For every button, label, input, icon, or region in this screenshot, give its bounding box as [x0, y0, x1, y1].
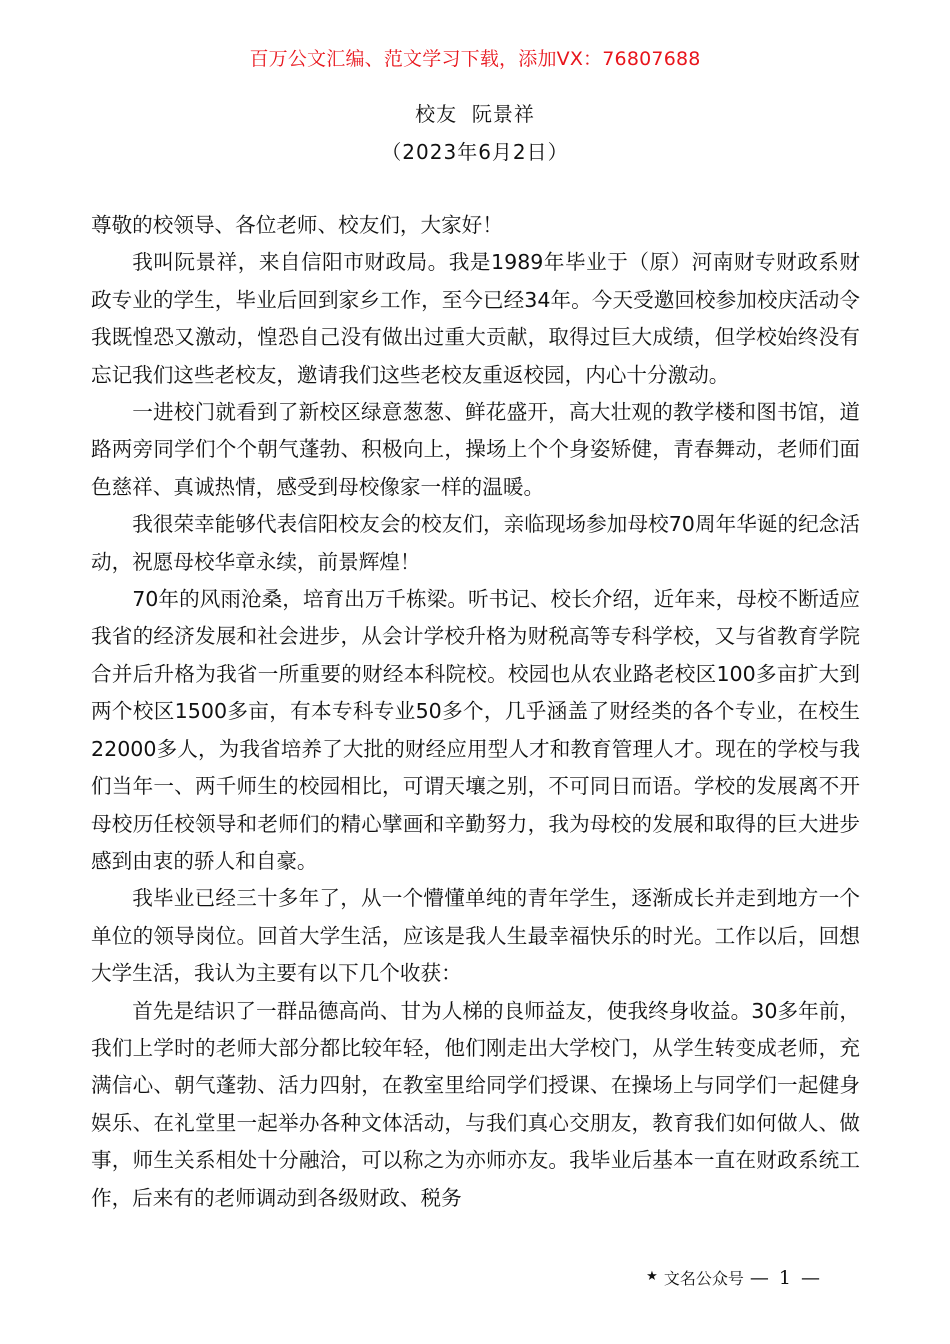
footer-label: 文名公众号: [663, 1269, 744, 1288]
page-footer: [646, 1266, 822, 1289]
salutation-paragraph: 尊敬的校领导、各位老师、校友们，大家好！: [91, 213, 503, 237]
page-number: — 1 —: [749, 1266, 822, 1289]
watermark-banner: 百万公文汇编、范文学习下载，添加VX：76807688: [249, 48, 701, 70]
body-paragraph: 我毕业已经三十多年了，从一个懵懂单纯的青年学生，逐渐成长并走到地方一个单位的领导岗位。回首大学生活，应该是我人生最幸福快乐的时光。工作以后，回想大学生活，我认为主要有以下几个收获：: [91, 886, 860, 986]
speech-date: （2023年6月2日）: [381, 140, 569, 164]
speech-body: [91, 207, 860, 1217]
body-paragraph: 一进校门就看到了新校区绿意葱葱、鲜花盛开，高大壮观的教学楼和图书馆，道路两旁同学们个个朝气蓬勃、积极向上，操场上个个身姿矫健，青春舞动，老师们面色慈祥、真诚热情，感受到母校像家一样的温暖。: [91, 400, 860, 499]
author-line: 校友 阮景祥: [415, 102, 535, 126]
body-paragraph: 首先是结识了一群品德高尚、甘为人梯的良师益友，使我终身收益。30多年前，我们上学时的老师大部分都比较年轻，他们刚走出大学校门，从学生转变成老师，充满信心、朝气蓬勃、活力四射，在教室里给同学们授课、在操场上与同学们一起健身娱乐、在礼堂里一起举办各种文体活动，与我们真心交朋友，教育我们如何做人、做事，师生关系相处十分融洽，可以称之为亦师亦友。我毕业后基本一直在财政系统工作，后来有的老师调动到各级财政、税务: [91, 998, 860, 1210]
star-icon: ★: [646, 1269, 658, 1284]
body-paragraph: 70年的风雨沧桑，培育出万千栋梁。听书记、校长介绍，近年来，母校不断适应我省的经济发展和社会进步，从会计学校升格为财税高等专科学校，又与省教育学院合并后升格为我省一所重要的财经本科院校。校园也从农业路老校区100多亩扩大到两个校区1500多亩，有本专科专业50多个，几乎涵盖了财经类的各个专业，在校生22000多人，为我省培养了大批的财经应用型人才和教育管理人才。现在的学校与我们当年一、两千师生的校园相比，可谓天壤之别，不可同日而语。学校的发展离不开母校历任校领导和老师们的精心擘画和辛勤努力，我为母校的发展和取得的巨大进步感到由衷的骄人和自豪。: [91, 587, 860, 873]
body-paragraph: 我很荣幸能够代表信阳校友会的校友们，亲临现场参加母校70周年华诞的纪念活动，祝愿母校华章永续，前景辉煌！: [91, 512, 860, 574]
body-paragraph: 我叫阮景祥，来自信阳市财政局。我是1989年毕业于（原）河南财专财政系财政专业的学生，毕业后回到家乡工作，至今已经34年。今天受邀回校参加校庆活动令我既惶恐又激动，惶恐自己没有做出过重大贡献，取得过巨大成绩，但学校始终没有忘记我们这些老校友，邀请我们这些老校友重返校园，内心十分激动。: [91, 250, 860, 387]
